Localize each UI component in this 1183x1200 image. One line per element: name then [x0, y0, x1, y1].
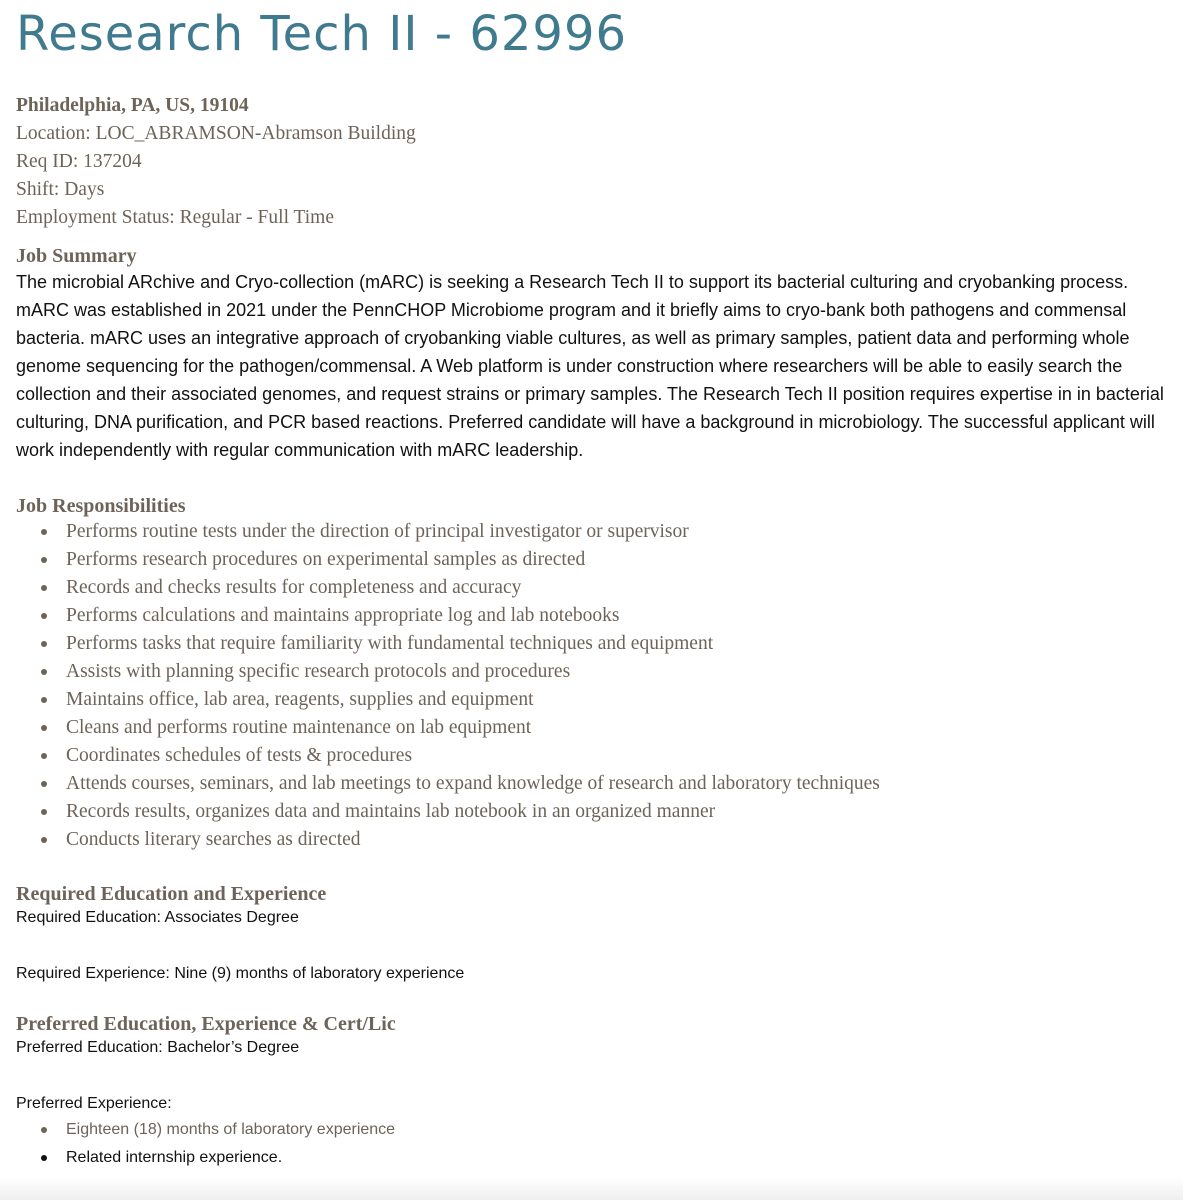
list-item	[16, 798, 1169, 826]
list-item	[16, 518, 1169, 546]
list-item	[16, 714, 1169, 742]
bullet-icon	[41, 781, 47, 787]
list-item-text: Attends courses, seminars, and lab meetings to expand knowledge of research and laboratory techniques	[66, 773, 880, 794]
list-item	[16, 630, 1169, 658]
bullet-icon	[41, 697, 47, 703]
required-experience: Required Experience: Nine (9) months of laboratory experience	[16, 965, 465, 982]
job-summary-heading: Job Summary	[16, 245, 137, 267]
bullet-icon	[41, 529, 47, 535]
bullet-icon	[41, 669, 47, 675]
list-item-text: Cleans and performs routine maintenance on lab equipment	[66, 717, 532, 738]
required-education-heading: Required Education and Experience	[16, 883, 327, 905]
list-item-text: Eighteen (18) months of laboratory experience	[66, 1121, 396, 1138]
list-item-text: Performs routine tests under the direction of principal investigator or supervisor	[66, 521, 689, 542]
preferred-experience-label: Preferred Experience:	[16, 1095, 172, 1112]
job-employment-status: Employment Status: Regular - Full Time	[16, 207, 334, 228]
spacer	[16, 1060, 1169, 1092]
list-item-text: Performs research procedures on experimental samples as directed	[66, 549, 586, 570]
list-item-text: Records results, organizes data and maintains lab notebook in an organized manner	[66, 801, 716, 822]
list-item-text: Conducts literary searches as directed	[66, 829, 361, 850]
list-item	[16, 574, 1169, 602]
list-item-text: Performs calculations and maintains appropriate log and lab notebooks	[66, 605, 620, 626]
bullet-icon	[41, 1127, 47, 1133]
required-education: Required Education: Associates Degree	[16, 909, 299, 926]
list-item-text: Related internship experience.	[66, 1149, 283, 1166]
bullet-icon	[41, 641, 47, 647]
list-item-text: Maintains office, lab area, reagents, supplies and equipment	[66, 689, 534, 710]
list-item	[16, 658, 1169, 686]
list-item-text: Coordinates schedules of tests & procedures	[66, 745, 413, 766]
job-summary-text: The microbial ARchive and Cryo-collection (mARC) is seeking a Research Tech II to support its bacterial culturing and cryobanking process. mARC was established in 2021 under the PennCHOP Microbiome program and it briefly aims to cryo-bank both pathogens and commensal bacteria. mARC uses an integrative approach of cryobanking viable cultures, as well as primary samples, patient data and performing whole genome sequencing for the pathogen/commensal. A Web platform is under construction where researchers will be able to easily search the collection and their associated genomes, and request strains or primary samples. The Research Tech II position requires expertise in in bacterial culturing, DNA purification, and PCR based reactions. Preferred candidate will have a background in microbiology. The successful applicant will work independently with regular communication with mARC leadership.	[16, 272, 1164, 460]
job-meta	[16, 92, 1169, 232]
spacer	[16, 930, 1169, 962]
preferred-education-heading: Preferred Education, Experience & Cert/Lic	[16, 1013, 396, 1035]
bullet-icon	[41, 613, 47, 619]
job-responsibilities-heading: Job Responsibilities	[16, 495, 186, 517]
job-req-id: Req ID: 137204	[16, 151, 142, 172]
list-item	[16, 770, 1169, 798]
list-item-text: Performs tasks that require familiarity with fundamental techniques and equipment	[66, 633, 714, 654]
list-item	[16, 826, 1169, 854]
job-location: Location: LOC_ABRAMSON-Abramson Building	[16, 123, 416, 144]
preferred-education: Preferred Education: Bachelor’s Degree	[16, 1039, 300, 1056]
bullet-icon	[41, 753, 47, 759]
bullet-icon	[41, 585, 47, 591]
responsibilities-list	[16, 518, 1169, 854]
job-city: Philadelphia, PA, US, 19104	[16, 95, 249, 116]
bullet-icon	[41, 837, 47, 843]
list-item	[16, 1144, 1169, 1172]
bullet-icon	[41, 809, 47, 815]
list-item-text: Assists with planning specific research protocols and procedures	[66, 661, 571, 682]
bullet-icon	[41, 1155, 47, 1161]
list-item	[16, 546, 1169, 574]
bullet-icon	[41, 557, 47, 563]
page-title: Research Tech II - 62996	[16, 6, 628, 62]
scroll-fade	[0, 1178, 1183, 1200]
preferred-experience-list	[16, 1116, 1169, 1172]
list-item	[16, 1116, 1169, 1144]
list-item	[16, 602, 1169, 630]
bullet-icon	[41, 725, 47, 731]
job-shift: Shift: Days	[16, 179, 105, 200]
list-item-text: Records and checks results for completeness and accuracy	[66, 577, 522, 598]
list-item	[16, 686, 1169, 714]
list-item	[16, 742, 1169, 770]
